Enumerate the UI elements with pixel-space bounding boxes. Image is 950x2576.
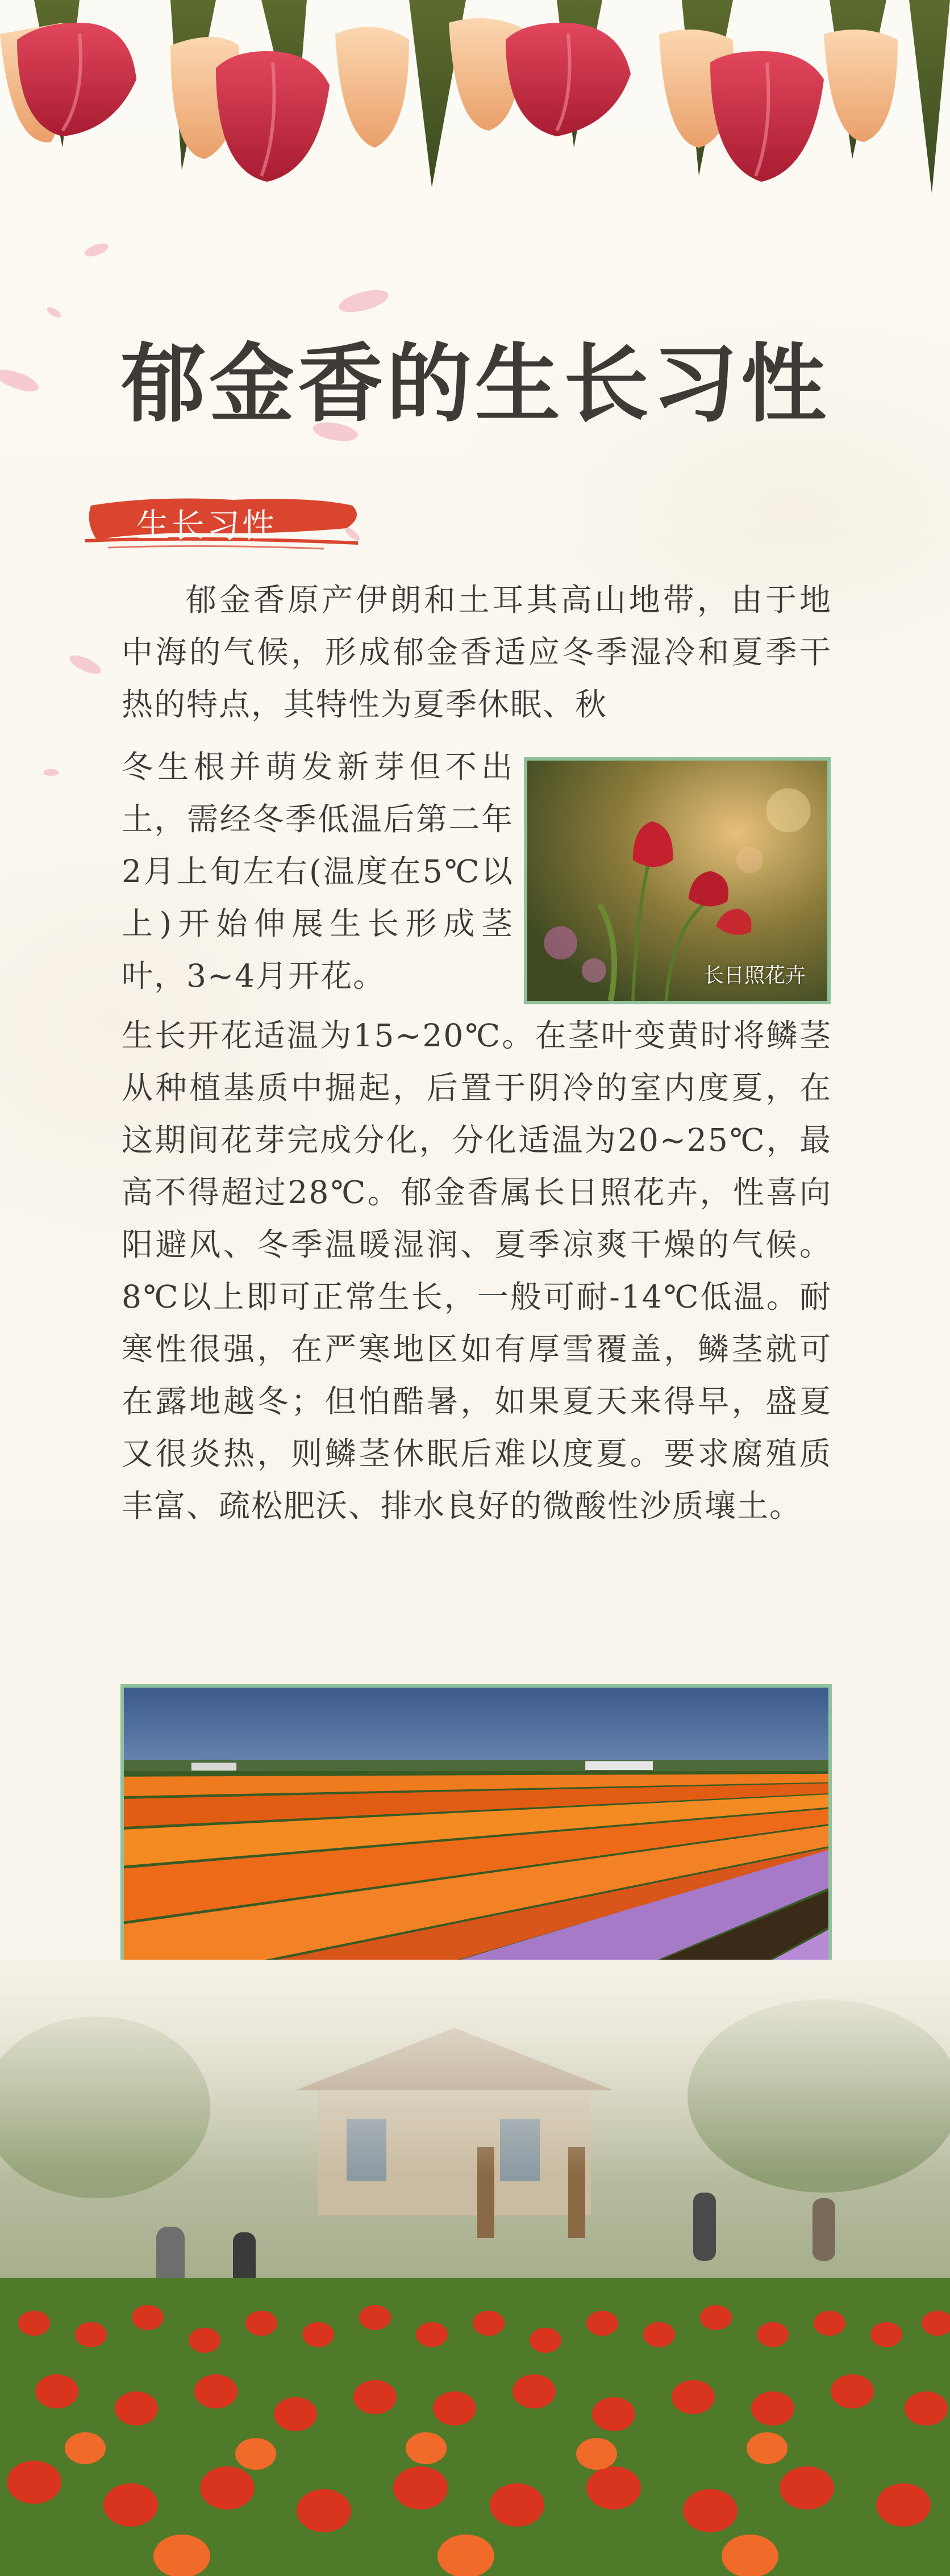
page-title: 郁金香的生长习性 [120,335,830,434]
tulip-border-illustration [0,0,950,204]
tulip-garden-background [0,1960,950,2576]
section-label-text: 生长习性 [136,506,278,545]
photo1-caption: 长日照花卉 [703,964,806,987]
section-label [85,489,369,551]
body-paragraph-1: 郁金香原产伊朗和土耳其高山地带，由于地中海的气候，形成郁金香适应冬季湿冷和夏季干热的特点，其特性为夏季休眠、秋 [122,582,832,723]
body-paragraph-2: 生长开花适温为15~20℃。在茎叶变黄时将鳞茎从种植基质中掘起，后置于阴冷的室内度夏，在这期间花芽完成分化，分化适温为20~25℃，最高不得超过28℃。郁金香属长日照花卉，性喜向阳避风、冬季温暖湿润、夏季凉爽干燥的气候。8℃以上即可正常生长，一般可耐-14℃低温。耐寒性很强，在严寒地区如有厚雪覆盖，鳞茎就可在露地越冬；但怕酷暑，如果夏天来得早，盛夏又很炎热，则鳞茎休眠后难以度夏。要求腐殖质丰富、疏松肥沃、排水良好的微酸性沙质壤土。 [122,1017,832,1524]
body-paragraph-side: 冬生根并萌发新芽但不出土，需经冬季低温后第二年2月上旬左右(温度在5℃以上)开始伸展生长形成茎叶，3~4月开花。 [122,749,514,994]
tulip-closeup-photo [524,757,831,1004]
